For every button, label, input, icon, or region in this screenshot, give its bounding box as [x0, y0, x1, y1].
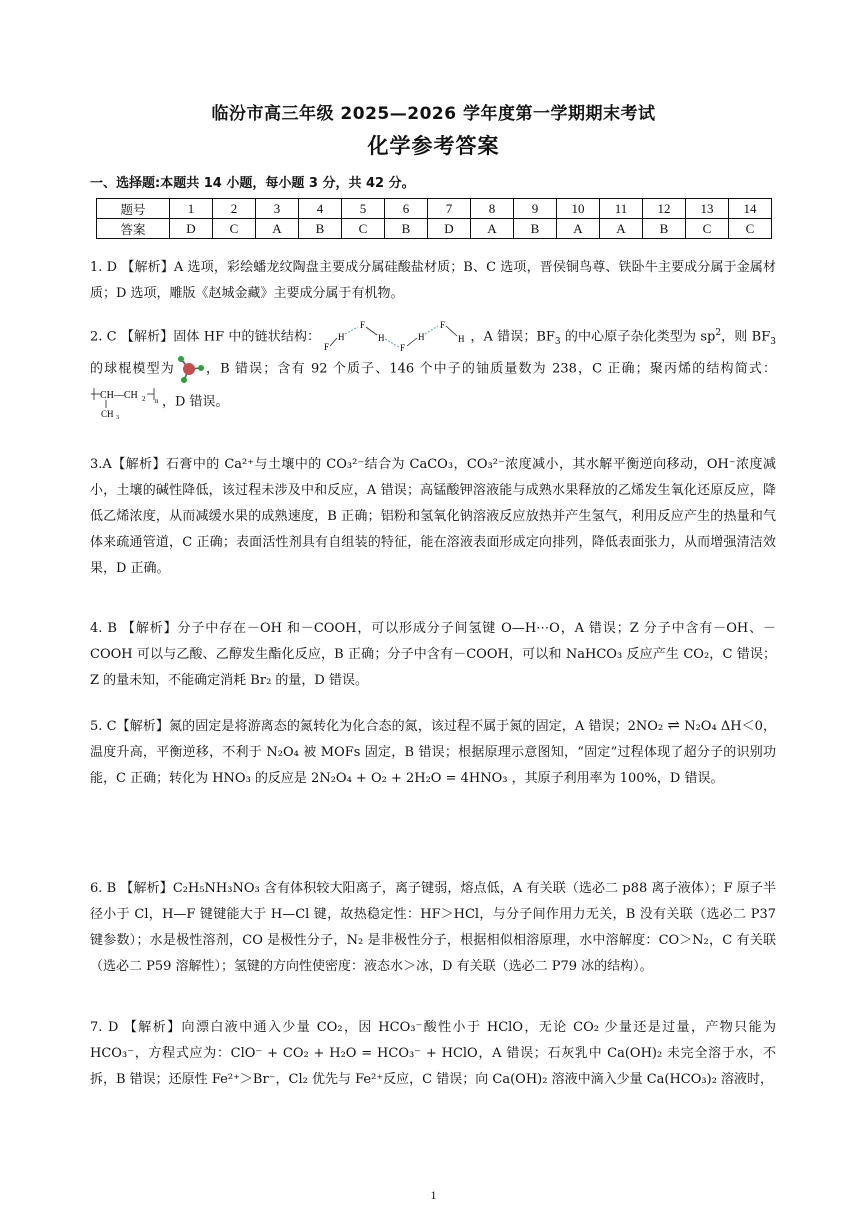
answer-cell: B	[643, 219, 686, 239]
hf-atom-h: H	[378, 333, 385, 343]
hf-atom-f: F	[400, 343, 406, 353]
pp-subscript: 2	[142, 395, 146, 403]
answer-cell: C	[213, 219, 256, 239]
bf3-ball-stick-model-image	[175, 354, 205, 384]
explanation-q6	[90, 876, 776, 980]
explanation-q3	[90, 452, 776, 582]
hf-chain-structure-image	[320, 320, 470, 354]
q2-text-d: ，则 BF	[721, 329, 771, 345]
hf-atom-h: H	[458, 334, 465, 344]
answer-cell: B	[514, 219, 557, 239]
q2-text-g: ，D 错误。	[162, 394, 229, 410]
question-number: 9	[514, 199, 557, 219]
pp-main-chain: CH—CH	[100, 390, 138, 401]
answer-title: 化学参考答案	[367, 134, 500, 158]
question-number: 2	[213, 199, 256, 219]
q2-text-f: ，B 错误；含有 92 个质子、146 个中子的铀质量数为 238，C 正确；聚丙烯的结构简式：	[204, 361, 776, 377]
equilibrium-arrow-icon: ⇌	[667, 716, 680, 734]
question-number: 5	[342, 199, 385, 219]
q5-text-c: ΔH＜0，温度升高，平衡逆移，不利于 N₂O₄ 被 MOFs 固定，B 错误；根据原理示意图知，“固定”过程体现了超分子的识别功能，C 正确；转化为 HNO₃ 的反应是 2N₂O₄ + O₂ + 2H₂O = 4HNO₃ ，其原子利用率为 100%，D 错误。	[90, 719, 776, 786]
explanation-text: 7. D 【解析】向漂白液中通入少量 CO₂，因 HCO₃⁻酸性小于 HClO，无论 CO₂ 少量还是过量，产物只能为 HCO₃⁻，方程式应为：ClO⁻ + CO₂ + H₂O = HCO₃⁻ + HClO，A 错误；石灰乳中 Ca(OH)₂ 未完全溶于水，不拆，B 错误；还原性 Fe²⁺＞Br⁻，Cl₂ 优先与 Fe²⁺反应，C 错误；向 Ca(OH)₂ 溶液中滴入少量 Ca(HCO₃)₂ 溶液时，	[90, 1020, 776, 1087]
question-number: 1	[170, 199, 213, 219]
explanation-text	[90, 320, 776, 420]
answer-cell: C	[342, 219, 385, 239]
question-number: 10	[557, 199, 600, 219]
question-number: 12	[643, 199, 686, 219]
hf-atom-f: F	[440, 320, 446, 330]
question-number: 14	[729, 199, 772, 219]
subscript: 3	[770, 337, 776, 348]
answer-table	[96, 198, 772, 239]
hf-atom-f: F	[360, 320, 366, 330]
question-number: 4	[299, 199, 342, 219]
explanation-text: 4. B 【解析】分子中存在－OH 和－COOH，可以形成分子间氢键 O—H⋯O，A 错误；Z 分子中含有－OH、－COOH 可以与乙酸、乙醇发生酯化反应，B 正确；分子中含有－COOH，可以和 NaHCO₃ 反应产生 CO₂，C 错误；Z 的量未知，不能确定消耗 Br₂ 的量，D 错误。	[90, 621, 776, 688]
explanation-text: 1. D 【解析】A 选项，彩绘蟠龙纹陶盘主要成分属硅酸盐材质；B、C 选项，晋侯铜鸟尊、铁卧牛主要成分属于金属材质；D 选项，雕版《赵城金藏》主要成分属于有机物。	[90, 260, 776, 301]
question-number: 6	[385, 199, 428, 219]
pp-subscript-n: n	[155, 397, 159, 405]
answer-cell: D	[428, 219, 471, 239]
pp-methyl-subscript: 3	[116, 415, 119, 420]
hf-atom-h: H	[338, 332, 345, 342]
question-number-row	[97, 199, 772, 219]
pp-methyl: CH	[101, 409, 114, 419]
answer-cell: A	[600, 219, 643, 239]
question-number: 13	[686, 199, 729, 219]
explanation-q1	[90, 255, 776, 307]
explanation-text	[90, 712, 776, 792]
question-number: 11	[600, 199, 643, 219]
hf-atom-h: H	[418, 332, 425, 342]
answer-cell: A	[557, 219, 600, 239]
row-label-question: 题号	[97, 199, 170, 219]
answer-cell: B	[385, 219, 428, 239]
explanation-text: 3.A【解析】石膏中的 Ca²⁺与土壤中的 CO₃²⁻结合为 CaCO₃，CO₃²⁻浓度减小，其水解平衡逆向移动，OH⁻浓度减小，土壤的碱性降低，该过程未涉及中和反应，A 错误；高锰酸钾溶液能与成熟水果释放的乙烯发生氧化还原反应，降低乙烯浓度，从而减缓水果的成熟速度，B 正确；铝粉和氢氧化钠溶液反应放热并产生氢气，利用反应产生的热量和气体来疏通管道，C 正确；表面活性剂具有自组装的特征，能在溶液表面形成定向排列，降低表面张力，从而增强清洁效果，D 正确。	[90, 457, 776, 576]
answer-cell: A	[256, 219, 299, 239]
subscript: 3	[554, 337, 561, 348]
explanation-q2	[90, 320, 776, 420]
superscript: 2	[715, 328, 722, 339]
q5-text-a: 5. C【解析】氮的固定是将游离态的氮转化为化合态的氮，该过程不属于氮的固定，A 错误；2NO₂	[90, 719, 664, 734]
explanation-q4	[90, 616, 776, 694]
q2-text-a: 2. C 【解析】固体 HF 中的链状结构：	[90, 329, 321, 345]
section-heading: 一、选择题:本题共 14 小题，每小题 3 分，共 42 分。	[90, 176, 415, 191]
question-number: 8	[471, 199, 514, 219]
hf-atom-f: F	[324, 342, 330, 352]
polypropylene-structure-image	[90, 384, 162, 420]
question-number: 7	[428, 199, 471, 219]
page-number: 1	[430, 1188, 437, 1202]
answer-row	[97, 219, 772, 239]
answer-cell: D	[170, 219, 213, 239]
q2-text-e: 的球棍模型为	[90, 361, 175, 377]
q5-text-b: N₂O₄	[684, 719, 717, 734]
explanation-q7	[90, 1015, 776, 1093]
q2-text-c: 的中心原子杂化类型为 sp	[560, 329, 716, 345]
answer-cell: C	[729, 219, 772, 239]
q2-text-b: ，A 错误；BF	[470, 329, 555, 345]
explanation-q5	[90, 712, 776, 792]
question-number: 3	[256, 199, 299, 219]
row-label-answer: 答案	[97, 219, 170, 239]
exam-title: 临汾市高三年级 2025—2026 学年度第一学期期末考试	[211, 104, 656, 124]
answer-cell: A	[471, 219, 514, 239]
explanation-text: 6. B 【解析】C₂H₅NH₃NO₃ 含有体积较大阳离子，离子键弱，熔点低，A 有关联（选必二 p88 离子液体）；F 原子半径小于 Cl，H—F 键键能大于 H—Cl 键，故热稳定性：HF＞HCl，与分子间作用力无关，B 没有关联（选必二 P37 键参数）；水是极性溶剂，CO 是极性分子，N₂ 是非极性分子，根据相似相溶原理，水中溶解度：CO＞N₂，C 有关联（选必二 P59 溶解性）；氢键的方向性使密度：液态水＞冰，D 有关联（选必二 P79 冰的结构）。	[90, 881, 776, 974]
answer-cell: B	[299, 219, 342, 239]
answer-cell: C	[686, 219, 729, 239]
